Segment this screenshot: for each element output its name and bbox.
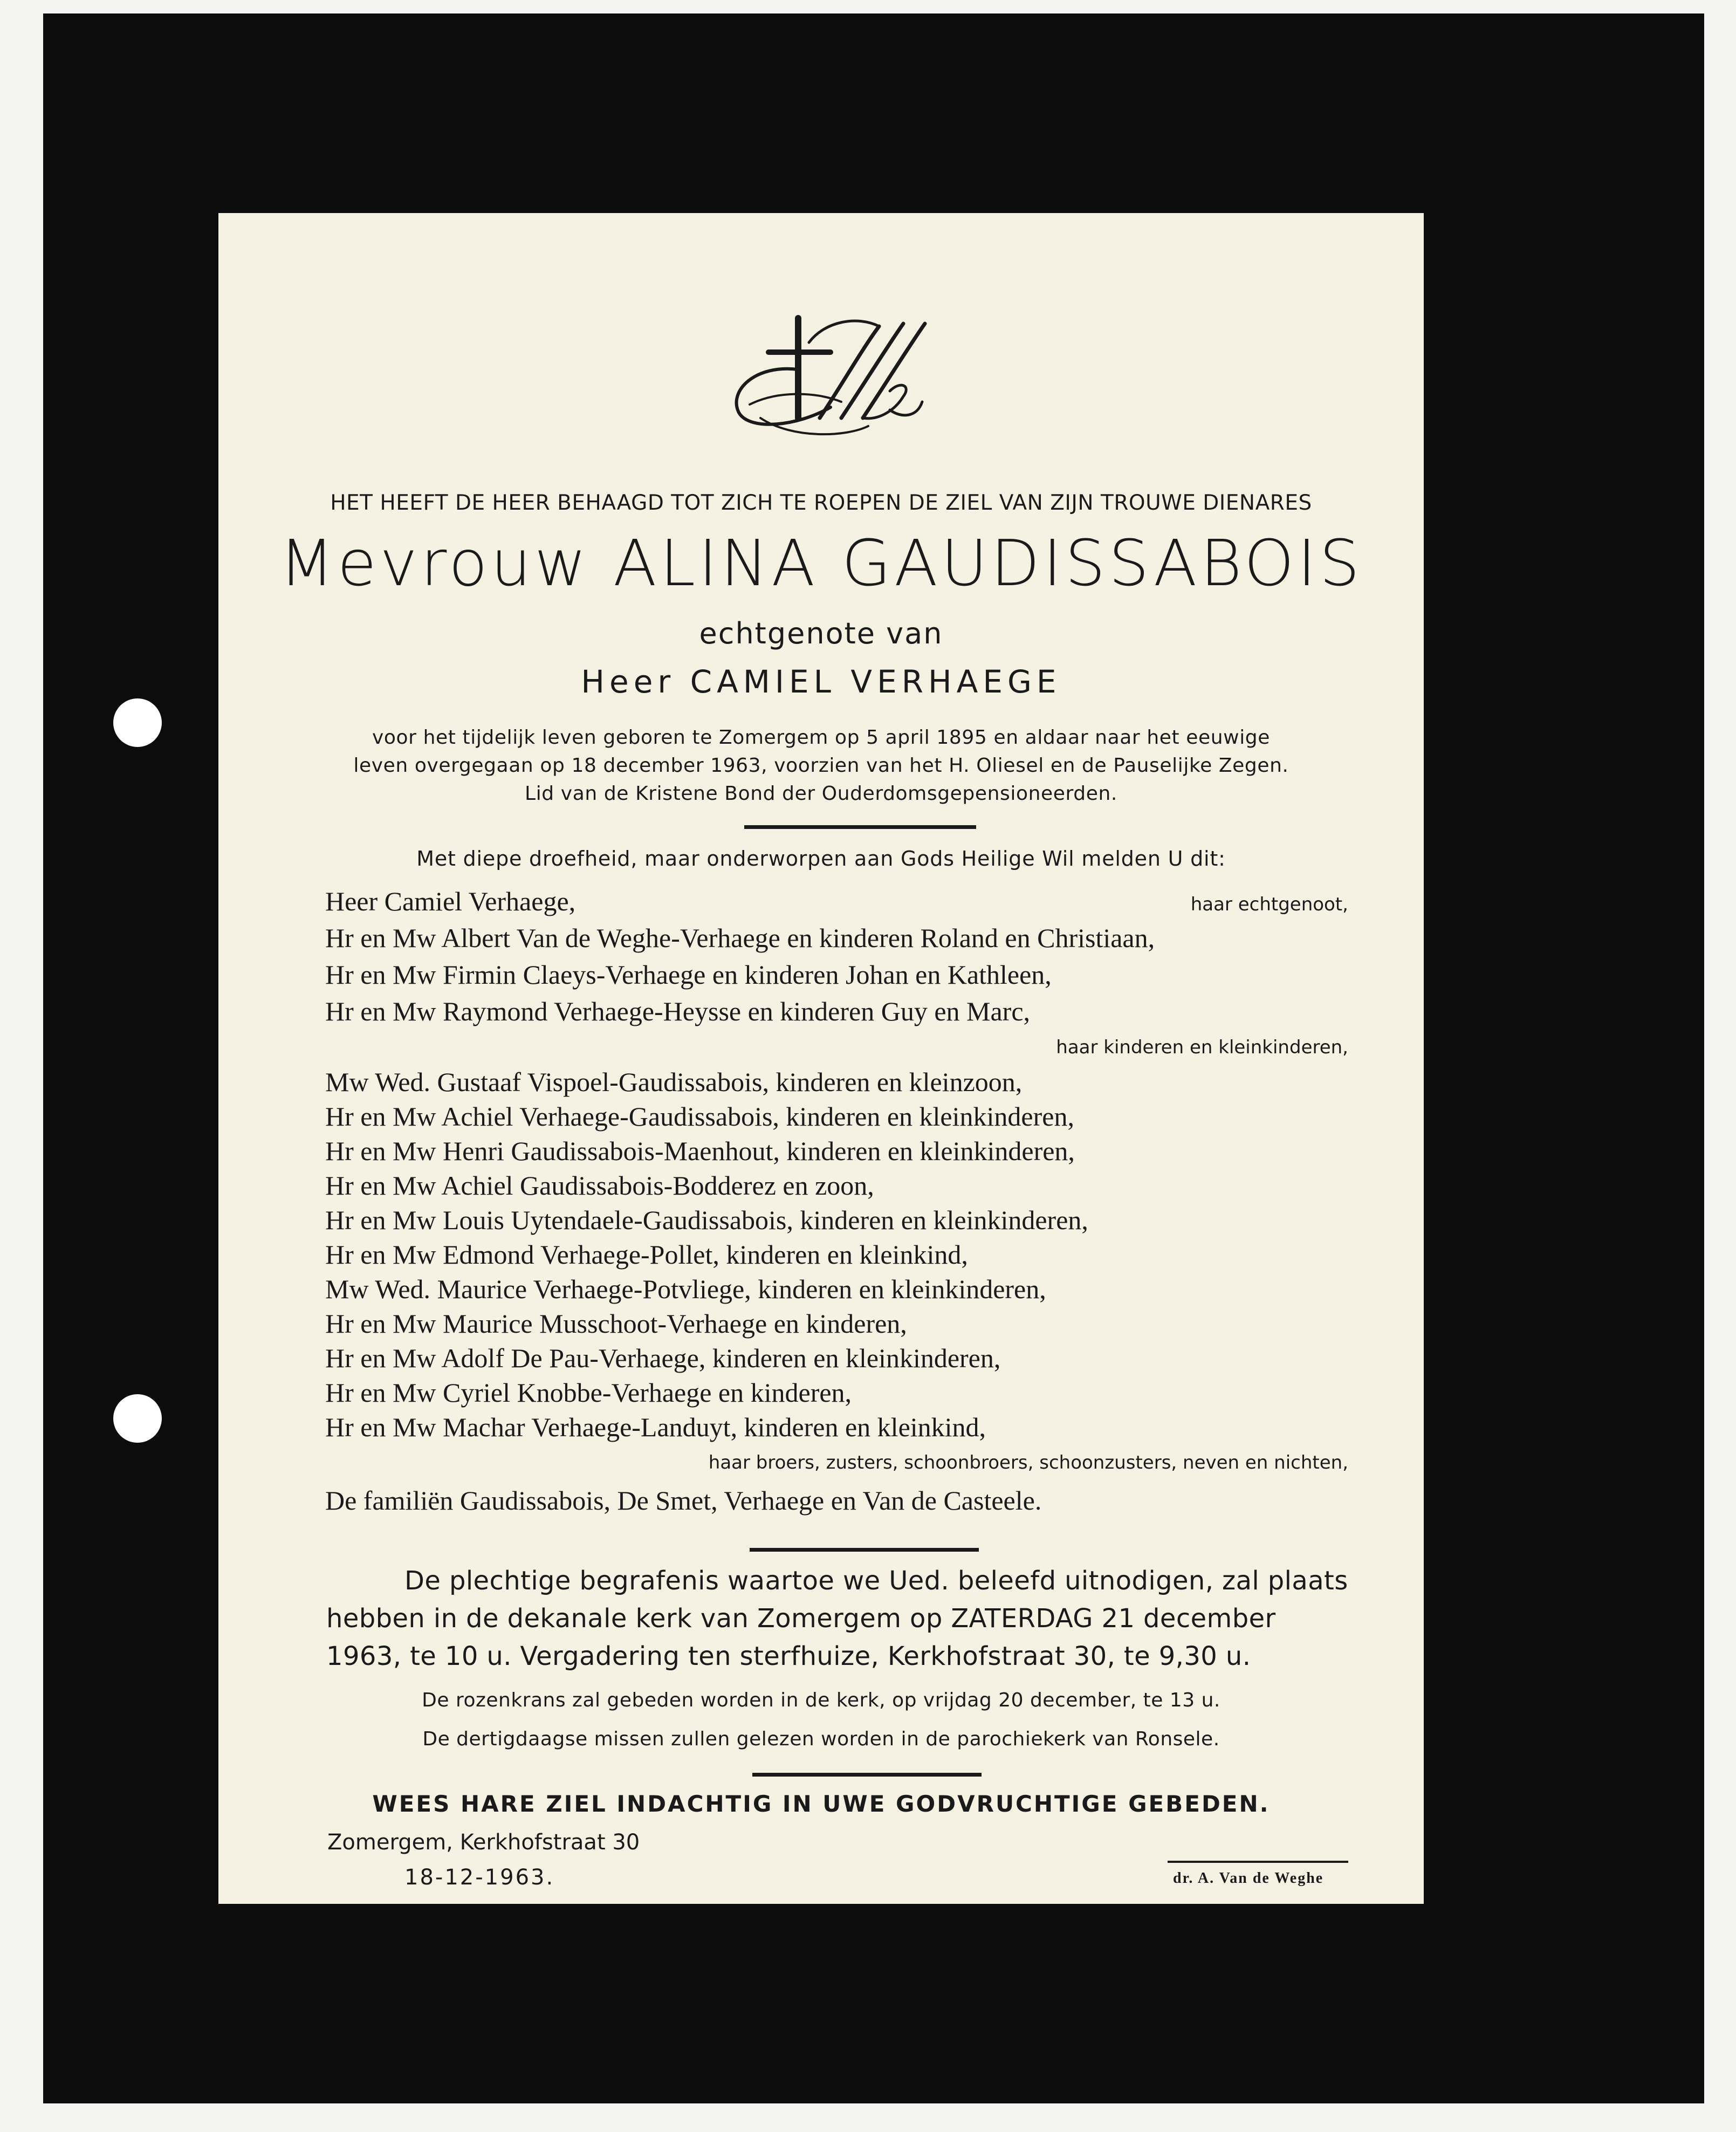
mourner-line: Hr en Mw Albert Van de Weghe-Verhaege en kinderen Roland en Christiaan, — [325, 923, 1155, 953]
funeral-line-1: De plechtige begrafenis waartoe we Ued. beleefd uitnodigen, zal plaats — [404, 1566, 1348, 1596]
spouse-role: haar echtgenoot, — [1190, 894, 1348, 915]
divider-1 — [744, 825, 976, 829]
binder-hole-bottom — [113, 1394, 162, 1443]
mourner-line: Hr en Mw Adolf De Pau-Verhaege, kinderen en kleinkinderen, — [325, 1343, 1001, 1373]
bio-line-3: Lid van de Kristene Bond der Ouderdomsgepensioneerden. — [525, 783, 1117, 805]
mourner-line: Hr en Mw Louis Uytendaele-Gaudissabois, kinderen en kleinkinderen, — [325, 1205, 1088, 1235]
footer-date: 18-12-1963. — [404, 1865, 555, 1890]
closing-prayer: WEES HARE ZIEL INDACHTIG IN UWE GODVRUCHTIGE GEBEDEN. — [372, 1791, 1270, 1817]
funeral-line-2: hebben in de dekanale kerk van Zomergem op ZATERDAG 21 december — [326, 1603, 1276, 1634]
mourner-line: Mw Wed. Maurice Verhaege-Potvliege, kinderen en kleinkinderen, — [325, 1274, 1046, 1304]
rosary-note: De rozenkrans zal gebeden worden in de kerk, op vrijdag 20 december, te 13 u. — [422, 1689, 1220, 1711]
mourner-line: Hr en Mw Firmin Claeys-Verhaege en kinderen Johan en Kathleen, — [325, 959, 1052, 990]
memorial-card — [218, 213, 1424, 1904]
mourner-line: Hr en Mw Achiel Gaudissabois-Bodderez en zoon, — [325, 1170, 874, 1201]
mourner-line: Hr en Mw Henri Gaudissabois-Maenhout, kinderen en kleinkinderen, — [325, 1136, 1075, 1166]
announcement-text: Met diepe droefheid, maar onderworpen aan Gods Heilige Wil melden U dit: — [416, 847, 1226, 870]
mourner-line: Hr en Mw Raymond Verhaege-Heysse en kinderen Guy en Marc, — [325, 996, 1031, 1026]
children-role: haar kinderen en kleinkinderen, — [1056, 1037, 1348, 1058]
funeral-line-3: 1963, te 10 u. Vergadering ten sterfhuize, Kerkhofstraat 30, te 9,30 u. — [326, 1641, 1251, 1671]
bio-line-2: leven overgegaan op 18 december 1963, voorzien van het H. Oliesel en de Pauselijke Zegen. — [353, 755, 1289, 777]
spouse-mourner: Heer Camiel Verhaege, — [325, 886, 576, 916]
mourner-line: Hr en Mw Edmond Verhaege-Pollet, kinderen en kleinkind, — [325, 1239, 968, 1270]
cross-and-m-monogram-icon — [717, 310, 944, 440]
mourner-line: Hr en Mw Maurice Musschoot-Verhaege en kinderen, — [325, 1308, 907, 1339]
mourner-line: Hr en Mw Cyriel Knobbe-Verhaege en kinderen, — [325, 1377, 852, 1408]
footer-address: Zomergem, Kerkhofstraat 30 — [327, 1830, 640, 1855]
mourner-line: Hr en Mw Machar Verhaege-Landuyt, kinderen en kleinkind, — [325, 1412, 986, 1442]
spouse-name: Heer CAMIEL VERHAEGE — [581, 663, 1061, 700]
printer-credit: dr. A. Van de Weghe — [1173, 1870, 1324, 1887]
mourner-line: Mw Wed. Gustaaf Vispoel-Gaudissabois, kinderen en kleinzoon, — [325, 1067, 1023, 1097]
bio-line-1: voor het tijdelijk leven geboren te Zomergem op 5 april 1895 en aldaar naar het eeuwige — [372, 726, 1271, 749]
printer-rule — [1168, 1861, 1348, 1863]
binder-hole-top — [113, 698, 162, 747]
divider-2 — [750, 1548, 979, 1552]
deceased-name: Mevrouw ALINA GAUDISSABOIS — [279, 526, 1363, 600]
mourner-line: Hr en Mw Achiel Verhaege-Gaudissabois, kinderen en kleinkinderen, — [325, 1101, 1074, 1132]
divider-3 — [752, 1773, 982, 1777]
siblings-role: haar broers, zusters, schoonbroers, schoonzusters, neven en nichten, — [708, 1452, 1348, 1473]
masses-note: De dertigdaagse missen zullen gelezen worden in de parochiekerk van Ronsele. — [422, 1728, 1220, 1750]
spouse-intro: echtgenote van — [699, 616, 943, 650]
intro-text: HET HEEFT DE HEER BEHAAGD TOT ZICH TE ROEPEN DE ZIEL VAN ZIJN TROUWE DIENARES — [330, 491, 1312, 515]
families-line: De familiën Gaudissabois, De Smet, Verhaege en Van de Casteele. — [325, 1485, 1042, 1516]
